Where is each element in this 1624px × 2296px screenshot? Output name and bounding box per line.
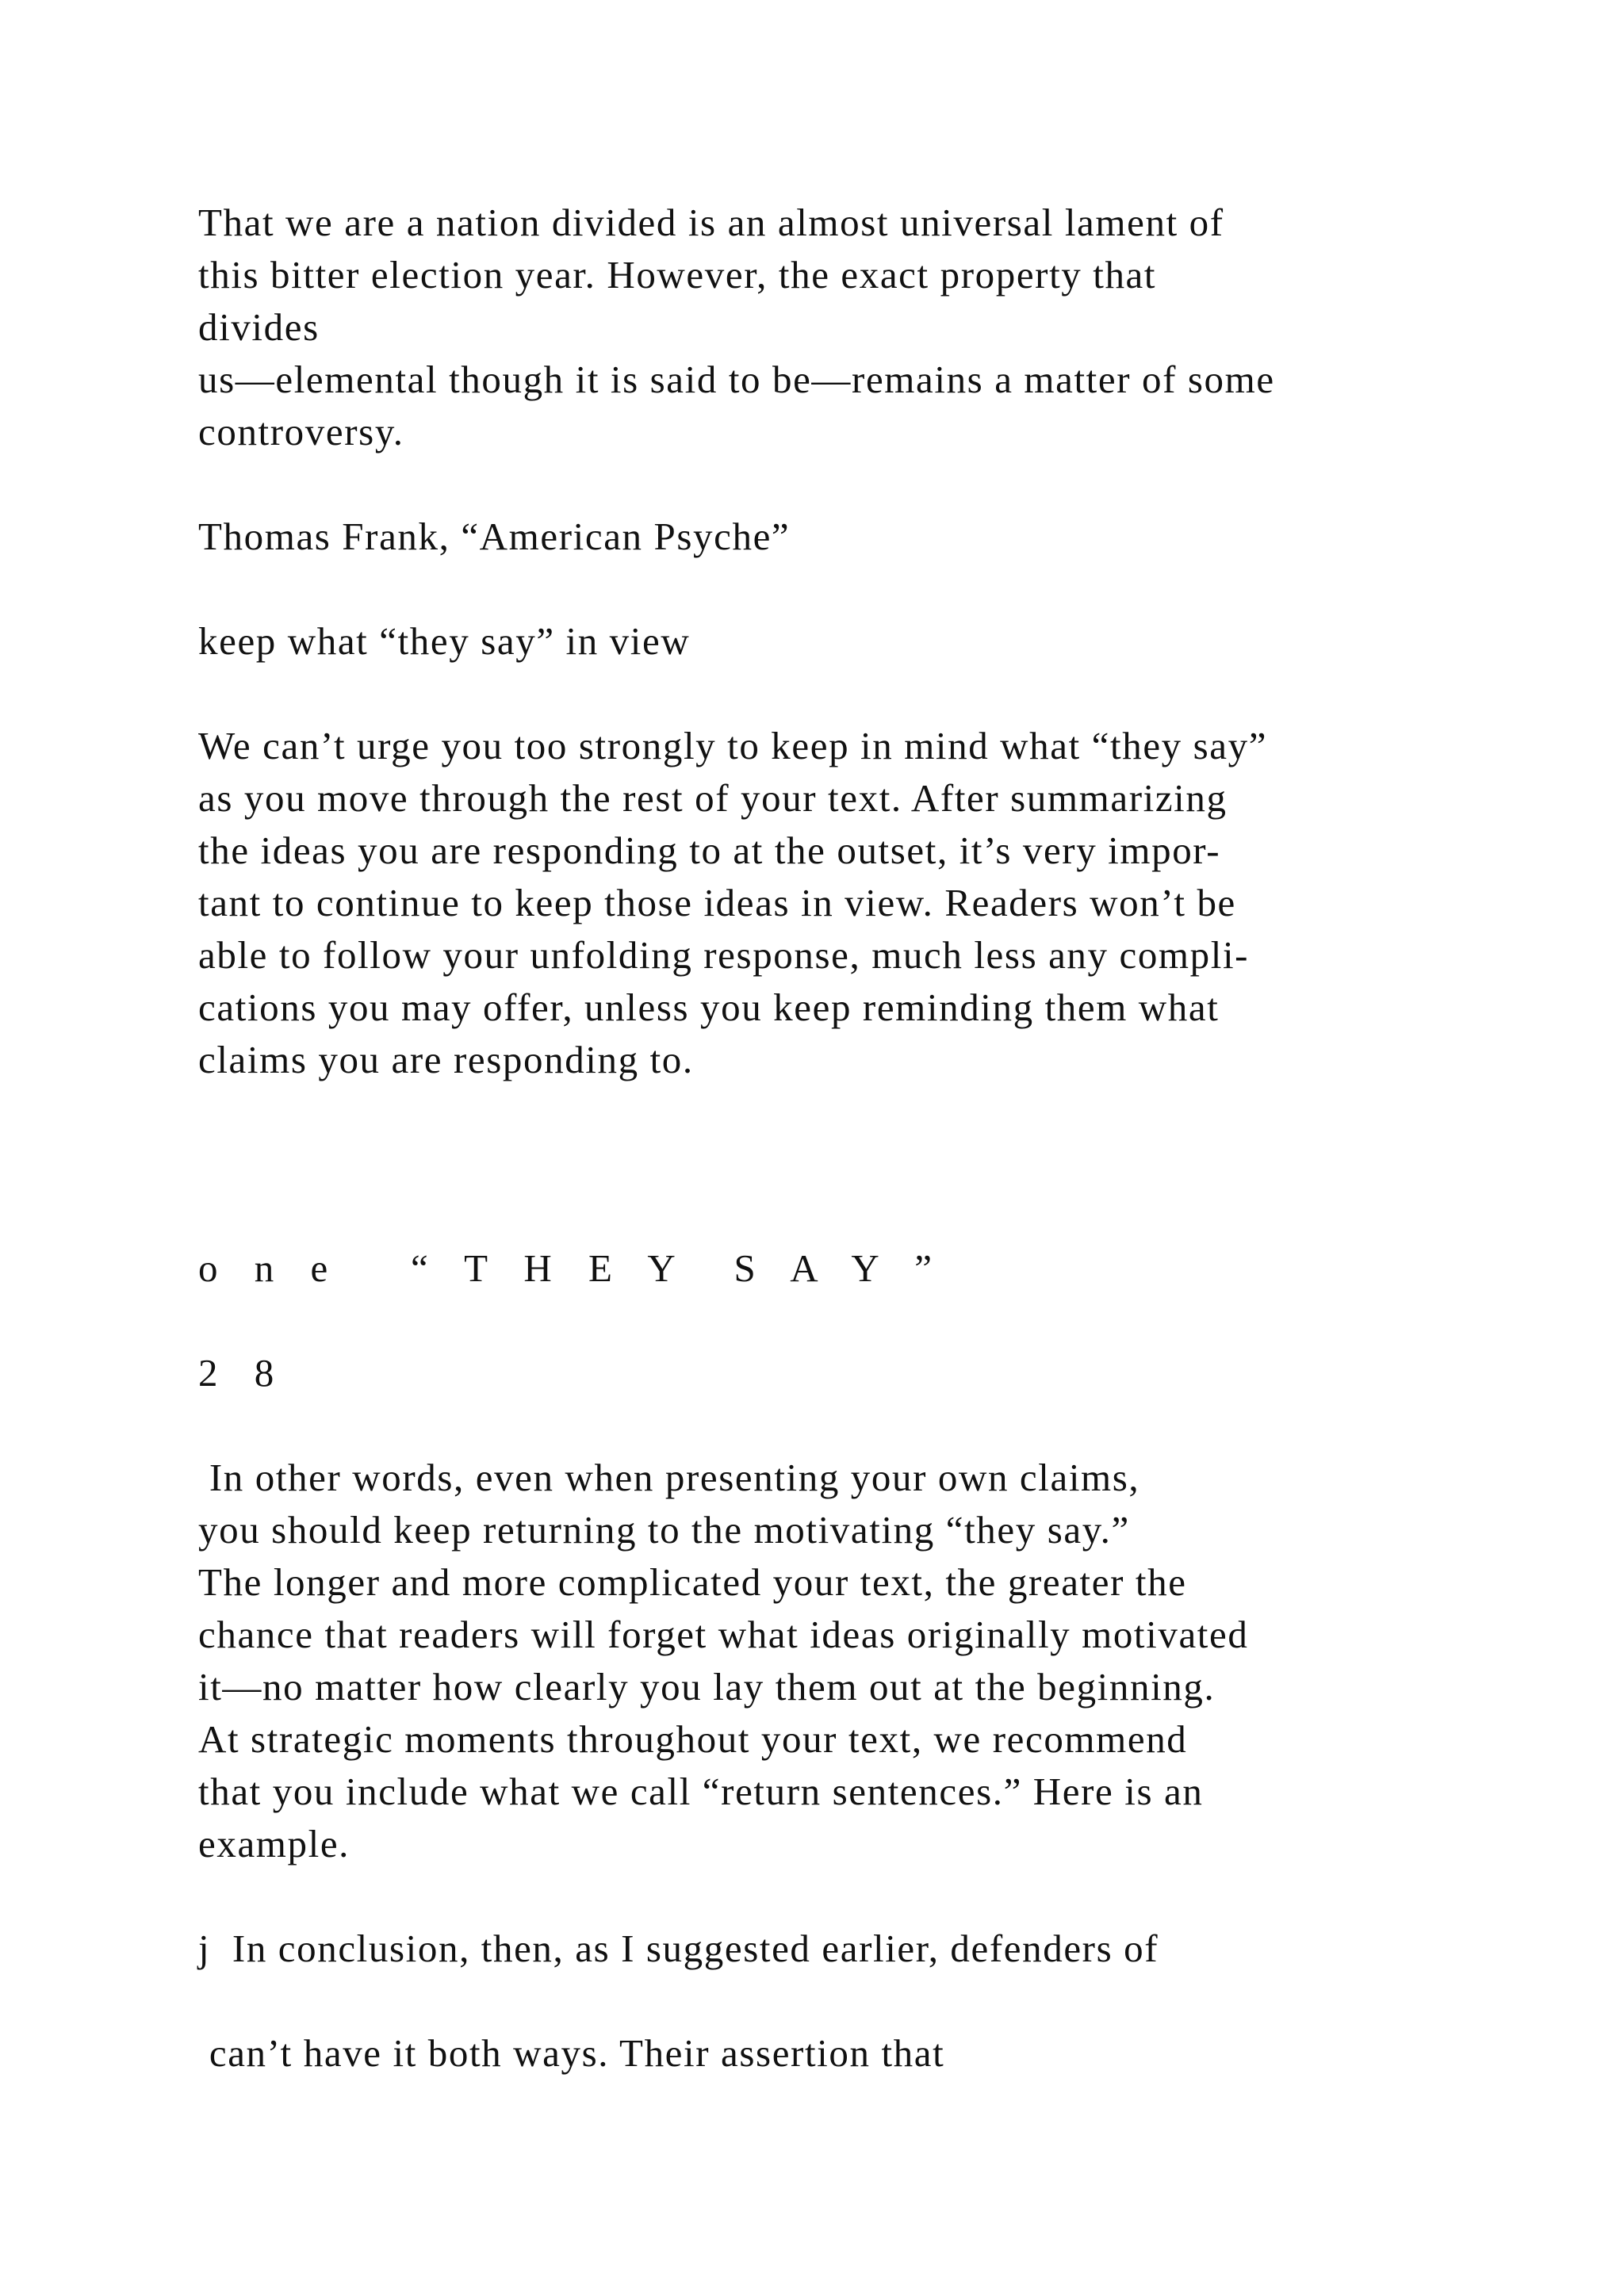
- epigraph-line: this bitter election year. However, the exact property that: [198, 253, 1157, 297]
- paragraph-line: the ideas you are responding to at the outset, it’s very impor-: [198, 828, 1221, 872]
- paragraph-line: The longer and more complicated your text, the greater the: [198, 1560, 1187, 1604]
- epigraph-line: That we are a nation divided is an almost universal lament of: [198, 201, 1224, 244]
- paragraph-line: tant to continue to keep those ideas in view. Readers won’t be: [198, 881, 1236, 924]
- epigraph-line: controversy.: [198, 410, 404, 453]
- paragraph-line: able to follow your unfolding response, much less any compli-: [198, 933, 1250, 977]
- paragraph-line: that you include what we call “return sentences.” Here is an: [198, 1770, 1204, 1813]
- template-line: can’t have it both ways. Their assertion that: [198, 2031, 945, 2075]
- epigraph-attribution: Thomas Frank, “American Psyche”: [198, 515, 791, 558]
- paragraph-line: it—no matter how clearly you lay them out at the beginning.: [198, 1665, 1216, 1709]
- paragraph-line: example.: [198, 1822, 350, 1866]
- epigraph-line: divides: [198, 305, 320, 349]
- epigraph-line: us—elemental though it is said to be—remains a matter of some: [198, 358, 1275, 401]
- template-line: j In conclusion, then, as I suggested earlier, defenders of: [198, 1927, 1159, 1970]
- running-header: o n e “ T H E Y S A Y ”: [198, 1246, 945, 1290]
- page-number: 2 8: [198, 1351, 288, 1395]
- paragraph-line: claims you are responding to.: [198, 1038, 694, 1081]
- paragraph-line: At strategic moments throughout your text, we recommend: [198, 1717, 1188, 1761]
- paragraph-line: as you move through the rest of your text. After summarizing: [198, 776, 1228, 820]
- paragraph-line: In other words, even when presenting your own claims,: [198, 1456, 1140, 1499]
- paragraph-line: you should keep returning to the motivating “they say.”: [198, 1508, 1130, 1552]
- paragraph-line: chance that readers will forget what ideas originally motivated: [198, 1613, 1249, 1656]
- paragraph-line: cations you may offer, unless you keep reminding them what: [198, 985, 1220, 1029]
- section-heading: keep what “they say” in view: [198, 619, 691, 663]
- paragraph-line: We can’t urge you too strongly to keep in mind what “they say”: [198, 724, 1268, 767]
